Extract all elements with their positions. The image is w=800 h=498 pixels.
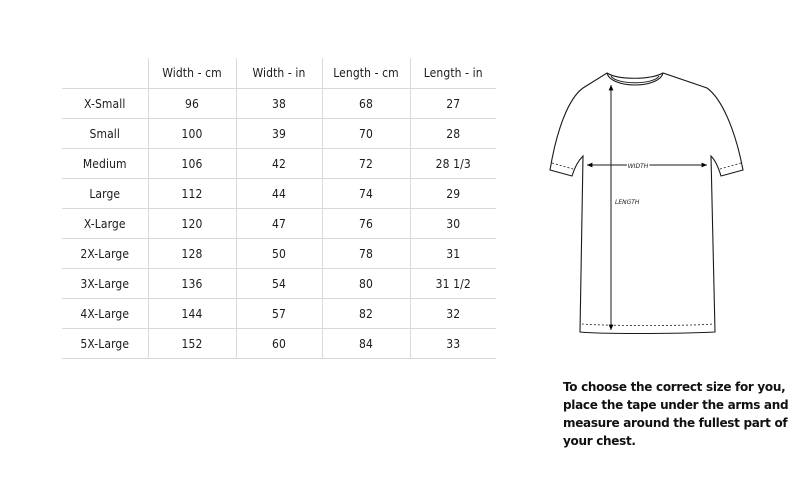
cell-length-cm: 76 bbox=[322, 209, 410, 239]
cell-width-in: 47 bbox=[236, 209, 322, 239]
cell-width-cm: 144 bbox=[148, 299, 236, 329]
sizing-instructions bbox=[563, 378, 789, 450]
cell-length-in: 31 1/2 bbox=[410, 269, 496, 299]
table-row bbox=[62, 119, 496, 149]
cell-length-in: 33 bbox=[410, 329, 496, 359]
cell-length-cm: 72 bbox=[322, 149, 410, 179]
header-length-in: Length - in bbox=[410, 58, 496, 89]
header-row bbox=[62, 58, 496, 89]
cell-length-in: 27 bbox=[410, 89, 496, 119]
cell-width-cm: 128 bbox=[148, 239, 236, 269]
cell-size-label: 2X-Large bbox=[62, 239, 148, 269]
cell-size-label: Medium bbox=[62, 149, 148, 179]
table-row bbox=[62, 89, 496, 119]
size-chart-table bbox=[62, 58, 496, 359]
cell-size-label: X-Small bbox=[62, 89, 148, 119]
header-length-cm: Length - cm bbox=[322, 58, 410, 89]
header-size bbox=[62, 58, 148, 89]
cell-length-in: 31 bbox=[410, 239, 496, 269]
header-width-in: Width - in bbox=[236, 58, 322, 89]
header-width-cm: Width - cm bbox=[148, 58, 236, 89]
cell-length-cm: 68 bbox=[322, 89, 410, 119]
cell-length-cm: 74 bbox=[322, 179, 410, 209]
cell-size-label: 3X-Large bbox=[62, 269, 148, 299]
cell-length-cm: 82 bbox=[322, 299, 410, 329]
cell-size-label: 5X-Large bbox=[62, 329, 148, 359]
cell-width-in: 39 bbox=[236, 119, 322, 149]
note-line: your chest. bbox=[563, 434, 636, 448]
cell-width-cm: 96 bbox=[148, 89, 236, 119]
cell-length-cm: 80 bbox=[322, 269, 410, 299]
cell-width-in: 54 bbox=[236, 269, 322, 299]
cell-width-cm: 136 bbox=[148, 269, 236, 299]
table-row bbox=[62, 209, 496, 239]
cell-length-cm: 84 bbox=[322, 329, 410, 359]
cell-width-in: 42 bbox=[236, 149, 322, 179]
cell-width-in: 44 bbox=[236, 179, 322, 209]
table-row bbox=[62, 269, 496, 299]
size-chart-body bbox=[62, 89, 496, 359]
cell-length-cm: 70 bbox=[322, 119, 410, 149]
table-row bbox=[62, 179, 496, 209]
table-row bbox=[62, 299, 496, 329]
cell-width-cm: 112 bbox=[148, 179, 236, 209]
cell-length-in: 28 bbox=[410, 119, 496, 149]
table-row bbox=[62, 329, 496, 359]
cell-length-in: 28 1/3 bbox=[410, 149, 496, 179]
note-line: To choose the correct size for you, bbox=[563, 380, 786, 394]
cell-size-label: 4X-Large bbox=[62, 299, 148, 329]
note-line: measure around the fullest part of bbox=[563, 416, 788, 430]
cell-width-in: 38 bbox=[236, 89, 322, 119]
width-label: WIDTH bbox=[627, 163, 649, 170]
cell-width-cm: 120 bbox=[148, 209, 236, 239]
cell-length-cm: 78 bbox=[322, 239, 410, 269]
table-row bbox=[62, 149, 496, 179]
cell-length-in: 29 bbox=[410, 179, 496, 209]
cell-width-cm: 152 bbox=[148, 329, 236, 359]
cell-width-in: 60 bbox=[236, 329, 322, 359]
cell-width-in: 57 bbox=[236, 299, 322, 329]
tshirt-diagram bbox=[525, 58, 755, 343]
size-chart-header bbox=[62, 58, 496, 89]
cell-length-in: 30 bbox=[410, 209, 496, 239]
cell-width-cm: 106 bbox=[148, 149, 236, 179]
cell-size-label: Large bbox=[62, 179, 148, 209]
table-row bbox=[62, 239, 496, 269]
length-label: LENGTH bbox=[615, 199, 640, 206]
cell-width-in: 50 bbox=[236, 239, 322, 269]
cell-size-label: X-Large bbox=[62, 209, 148, 239]
cell-length-in: 32 bbox=[410, 299, 496, 329]
cell-size-label: Small bbox=[62, 119, 148, 149]
cell-width-cm: 100 bbox=[148, 119, 236, 149]
tshirt-outline bbox=[550, 73, 743, 334]
note-line: place the tape under the arms and bbox=[563, 398, 789, 412]
